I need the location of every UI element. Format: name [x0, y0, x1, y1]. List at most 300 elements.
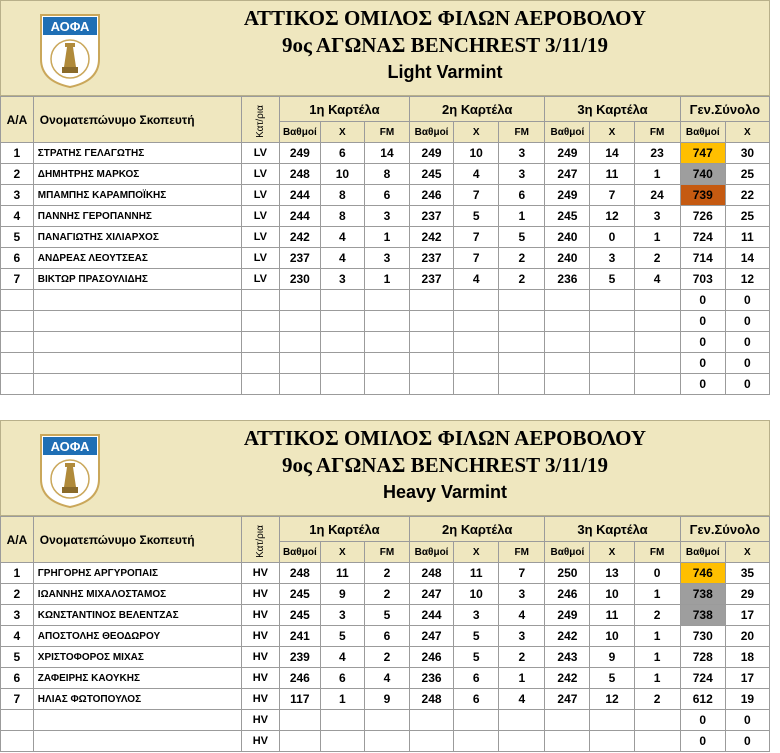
table-row: [1, 290, 770, 311]
cell-aa: 7: [1, 269, 34, 290]
cell-total-x: 0: [725, 353, 769, 374]
header-card-1: 1η Καρτέλα: [279, 517, 409, 542]
cell-card3-x: 7: [590, 185, 634, 206]
club-logo: [37, 13, 103, 89]
cell-name: ΒΙΚΤΩΡ ΠΡΑΣΟΥΛΙΔΗΣ: [33, 269, 241, 290]
cell-card2-points: 236: [410, 668, 454, 689]
cell-card3-points: [545, 332, 590, 353]
cell-card3-points: [545, 290, 590, 311]
event-title: 9ος ΑΓΩΝΑΣ BENCHREST 3/11/19: [281, 33, 609, 57]
cell-card1-points: 248: [279, 164, 320, 185]
table-row: [1, 185, 770, 206]
cell-card1-fm: 9: [364, 689, 409, 710]
cell-total-x: 22: [725, 185, 769, 206]
cell-card3-points: [545, 311, 590, 332]
cell-name: ΧΡΙΣΤΟΦΟΡΟΣ ΜΙΧΑΣ: [33, 647, 241, 668]
cell-aa: [1, 332, 34, 353]
cell-card3-fm: 1: [634, 584, 680, 605]
cell-card2-fm: 3: [499, 584, 545, 605]
cell-card1-points: [279, 290, 320, 311]
cell-card3-fm: 1: [634, 647, 680, 668]
cell-card2-x: 10: [454, 143, 499, 164]
cell-category: HV: [241, 605, 279, 626]
cell-total-points: 0: [680, 311, 725, 332]
header-card-1: 1η Καρτέλα: [279, 97, 409, 122]
cell-card1-fm: 1: [364, 269, 409, 290]
cell-card1-x: 10: [320, 164, 364, 185]
cell-total-points: 724: [680, 227, 725, 248]
logo: [37, 433, 103, 509]
titles: [121, 5, 769, 86]
results-section-2: [0, 420, 770, 752]
cell-category: HV: [241, 584, 279, 605]
cell-card2-points: 247: [410, 626, 454, 647]
cell-card2-x: [454, 332, 499, 353]
cell-card3-x: 0: [590, 227, 634, 248]
header-aa: Α/Α: [1, 517, 34, 563]
cell-card1-fm: [364, 710, 409, 731]
cell-card1-x: 8: [320, 206, 364, 227]
cell-aa: 2: [1, 584, 34, 605]
cell-total-points: 740: [680, 164, 725, 185]
cell-aa: [1, 290, 34, 311]
results-table: [0, 96, 770, 395]
cell-card2-x: 4: [454, 164, 499, 185]
cell-card2-fm: 3: [499, 164, 545, 185]
cell-card3-fm: 2: [634, 605, 680, 626]
subheader-fm: FM: [634, 122, 680, 143]
cell-card1-fm: 3: [364, 248, 409, 269]
cell-card3-fm: 23: [634, 143, 680, 164]
cell-card3-points: 240: [545, 227, 590, 248]
cell-name: ΗΛΙΑΣ ΦΩΤΟΠΟΥΛΟΣ: [33, 689, 241, 710]
cell-card2-x: 5: [454, 647, 499, 668]
cell-card3-points: 242: [545, 668, 590, 689]
cell-name: ΣΤΡΑΤΗΣ ΓΕΛΑΓΩΤΗΣ: [33, 143, 241, 164]
cell-total-x: 25: [725, 164, 769, 185]
cell-total-points: 612: [680, 689, 725, 710]
cell-total-x: 0: [725, 731, 769, 752]
cell-card3-fm: [634, 731, 680, 752]
cell-card2-fm: 2: [499, 248, 545, 269]
cell-total-points: 0: [680, 710, 725, 731]
table-row: [1, 626, 770, 647]
cell-card3-x: 12: [590, 689, 634, 710]
cell-card2-fm: [499, 332, 545, 353]
cell-category: LV: [241, 269, 279, 290]
cell-card1-points: 249: [279, 143, 320, 164]
cell-card2-fm: [499, 290, 545, 311]
cell-card1-points: 117: [279, 689, 320, 710]
cell-card3-x: 14: [590, 143, 634, 164]
club-logo: [37, 433, 103, 509]
cell-total-x: 19: [725, 689, 769, 710]
cell-card2-points: 246: [410, 185, 454, 206]
cell-card2-points: [410, 710, 454, 731]
subheader-fm: FM: [364, 542, 409, 563]
header-category: [241, 517, 279, 563]
cell-card2-points: 248: [410, 563, 454, 584]
cell-card2-points: [410, 731, 454, 752]
cell-card1-x: 9: [320, 584, 364, 605]
cell-card1-fm: [364, 353, 409, 374]
cell-card3-points: 249: [545, 185, 590, 206]
cell-card1-points: [279, 332, 320, 353]
cell-category: LV: [241, 164, 279, 185]
cell-card3-points: 240: [545, 248, 590, 269]
cell-name: [33, 374, 241, 395]
cell-card3-fm: 4: [634, 269, 680, 290]
cell-card1-x: 1: [320, 689, 364, 710]
cell-card1-fm: 6: [364, 626, 409, 647]
cell-total-x: 0: [725, 290, 769, 311]
cell-card1-x: [320, 353, 364, 374]
cell-category: [241, 332, 279, 353]
cell-aa: [1, 374, 34, 395]
cell-card1-points: 244: [279, 206, 320, 227]
cell-total-x: 0: [725, 710, 769, 731]
cell-card3-fm: [634, 353, 680, 374]
header-card-3: 3η Καρτέλα: [545, 517, 680, 542]
cell-card3-x: 11: [590, 164, 634, 185]
cell-total-points: 728: [680, 647, 725, 668]
category-title: Heavy Varmint: [382, 482, 508, 502]
cell-total-x: 35: [725, 563, 769, 584]
cell-card3-fm: [634, 710, 680, 731]
cell-card2-points: 237: [410, 269, 454, 290]
cell-card3-x: [590, 353, 634, 374]
cell-category: [241, 311, 279, 332]
subheader-fm: FM: [634, 542, 680, 563]
cell-total-x: 29: [725, 584, 769, 605]
cell-category: HV: [241, 689, 279, 710]
cell-card3-x: [590, 710, 634, 731]
cell-card1-points: 237: [279, 248, 320, 269]
cell-total-points: 738: [680, 584, 725, 605]
cell-card1-fm: [364, 290, 409, 311]
subheader-x: X: [590, 542, 634, 563]
cell-card2-x: 10: [454, 584, 499, 605]
cell-total-points: 738: [680, 605, 725, 626]
cell-card3-points: [545, 731, 590, 752]
cell-card1-x: [320, 710, 364, 731]
cell-card1-fm: 5: [364, 605, 409, 626]
cell-category: LV: [241, 248, 279, 269]
cell-name: ΑΝΔΡΕΑΣ ΛΕΟΥΤΣΕΑΣ: [33, 248, 241, 269]
cell-total-x: 0: [725, 332, 769, 353]
cell-name: ΜΠΑΜΠΗΣ ΚΑΡΑΜΠΟΪΚΗΣ: [33, 185, 241, 206]
cell-card2-points: [410, 332, 454, 353]
cell-card3-x: 9: [590, 647, 634, 668]
cell-card1-points: [279, 311, 320, 332]
cell-card3-x: [590, 332, 634, 353]
titles: [121, 425, 769, 506]
cell-card2-x: 6: [454, 668, 499, 689]
subheader-points: Βαθμοί: [279, 542, 320, 563]
header-card-2: 2η Καρτέλα: [410, 517, 545, 542]
cell-card3-points: [545, 353, 590, 374]
cell-category: LV: [241, 206, 279, 227]
cell-card3-x: 12: [590, 206, 634, 227]
cell-card1-x: [320, 374, 364, 395]
cell-card3-x: 10: [590, 584, 634, 605]
cell-card3-points: 247: [545, 164, 590, 185]
cell-card2-fm: [499, 311, 545, 332]
header-total: Γεν.Σύνολο: [680, 97, 769, 122]
cell-name: [33, 290, 241, 311]
table-row: [1, 563, 770, 584]
cell-aa: [1, 353, 34, 374]
cell-name: ΓΡΗΓΟΡΗΣ ΑΡΓΥΡΟΠΑΙΣ: [33, 563, 241, 584]
header-name: Ονοματεπώνυμο Σκοπευτή: [33, 517, 241, 563]
cell-name: [33, 710, 241, 731]
cell-name: ΙΩΑΝΝΗΣ ΜΙΧΑΛΟΣΤΑΜΟΣ: [33, 584, 241, 605]
cell-card2-points: 237: [410, 206, 454, 227]
cell-card2-points: 248: [410, 689, 454, 710]
cell-category: [241, 374, 279, 395]
cell-card1-x: [320, 332, 364, 353]
cell-card1-points: 242: [279, 227, 320, 248]
subheader-x: X: [454, 542, 499, 563]
cell-card1-points: 245: [279, 605, 320, 626]
cell-card3-fm: 1: [634, 164, 680, 185]
cell-card3-points: 249: [545, 605, 590, 626]
cell-card1-fm: 14: [364, 143, 409, 164]
cell-card2-fm: 4: [499, 689, 545, 710]
cell-card3-fm: [634, 374, 680, 395]
cell-category: [241, 353, 279, 374]
cell-category: LV: [241, 143, 279, 164]
subheader-fm: FM: [499, 122, 545, 143]
cell-card2-fm: 1: [499, 206, 545, 227]
cell-card2-x: [454, 353, 499, 374]
cell-aa: 2: [1, 164, 34, 185]
cell-card2-points: [410, 311, 454, 332]
cell-card1-x: 4: [320, 248, 364, 269]
cell-aa: [1, 311, 34, 332]
cell-total-points: 0: [680, 332, 725, 353]
cell-card1-x: [320, 290, 364, 311]
cell-card3-fm: 2: [634, 689, 680, 710]
cell-card3-points: [545, 710, 590, 731]
cell-total-points: 730: [680, 626, 725, 647]
cell-card2-x: 3: [454, 605, 499, 626]
cell-card2-fm: 7: [499, 563, 545, 584]
club-title: ΑΤΤΙΚΟΣ ΟΜΙΛΟΣ ΦΙΛΩΝ ΑΕΡΟΒΟΛΟΥ: [243, 426, 647, 450]
table-row: [1, 605, 770, 626]
cell-card1-fm: [364, 374, 409, 395]
subheader-fm: FM: [499, 542, 545, 563]
cell-card2-points: 245: [410, 164, 454, 185]
table-row: [1, 668, 770, 689]
header-total: Γεν.Σύνολο: [680, 517, 769, 542]
cell-name: [33, 332, 241, 353]
cell-total-x: 0: [725, 311, 769, 332]
cell-card1-points: 244: [279, 185, 320, 206]
cell-card3-x: 3: [590, 248, 634, 269]
subheader-points: Βαθμοί: [410, 122, 454, 143]
cell-card3-fm: [634, 332, 680, 353]
table-row: [1, 353, 770, 374]
cell-card2-x: 4: [454, 269, 499, 290]
cell-card1-fm: [364, 311, 409, 332]
cell-card3-x: 11: [590, 605, 634, 626]
cell-card2-fm: [499, 731, 545, 752]
cell-card1-x: 6: [320, 668, 364, 689]
cell-total-points: 714: [680, 248, 725, 269]
header-aa: Α/Α: [1, 97, 34, 143]
cell-card1-fm: 2: [364, 563, 409, 584]
cell-card2-x: 7: [454, 248, 499, 269]
cell-category: HV: [241, 668, 279, 689]
cell-card2-fm: 5: [499, 227, 545, 248]
cell-card3-points: 246: [545, 584, 590, 605]
cell-card1-x: [320, 311, 364, 332]
cell-card1-points: [279, 710, 320, 731]
cell-name: ΚΩΝΣΤΑΝΤΙΝΟΣ ΒΕΛΕΝΤΖΑΣ: [33, 605, 241, 626]
cell-card3-points: 243: [545, 647, 590, 668]
cell-total-x: 30: [725, 143, 769, 164]
cell-card2-x: [454, 731, 499, 752]
cell-card3-points: 245: [545, 206, 590, 227]
header-category-label: Κατ/ρια: [254, 105, 266, 138]
table-row: [1, 311, 770, 332]
cell-category: HV: [241, 626, 279, 647]
cell-card1-fm: 4: [364, 668, 409, 689]
cell-card2-points: [410, 374, 454, 395]
cell-card1-fm: 1: [364, 227, 409, 248]
cell-category: [241, 290, 279, 311]
cell-card3-x: [590, 731, 634, 752]
table-row: [1, 227, 770, 248]
subheader-points: Βαθμοί: [545, 122, 590, 143]
cell-total-x: 12: [725, 269, 769, 290]
cell-card3-x: 5: [590, 269, 634, 290]
table-row: [1, 206, 770, 227]
cell-card3-fm: 1: [634, 626, 680, 647]
header-card-2: 2η Καρτέλα: [410, 97, 545, 122]
cell-card1-points: 230: [279, 269, 320, 290]
cell-card2-points: 247: [410, 584, 454, 605]
cell-total-points: 746: [680, 563, 725, 584]
cell-card2-fm: [499, 374, 545, 395]
cell-name: ΠΑΝΝΗΣ ΓΕΡΟΠΑΝΝΗΣ: [33, 206, 241, 227]
section-header: [0, 0, 770, 96]
cell-card1-fm: 6: [364, 185, 409, 206]
cell-card2-x: [454, 374, 499, 395]
cell-card1-x: 4: [320, 647, 364, 668]
cell-total-points: 739: [680, 185, 725, 206]
cell-total-x: 14: [725, 248, 769, 269]
cell-card2-x: 11: [454, 563, 499, 584]
cell-card1-points: [279, 353, 320, 374]
cell-name: [33, 353, 241, 374]
cell-card1-x: 4: [320, 227, 364, 248]
cell-total-x: 18: [725, 647, 769, 668]
cell-card3-fm: [634, 311, 680, 332]
cell-card2-fm: 3: [499, 143, 545, 164]
cell-card3-points: 250: [545, 563, 590, 584]
cell-card2-fm: 4: [499, 605, 545, 626]
subheader-points: Βαθμοί: [545, 542, 590, 563]
cell-card2-fm: 6: [499, 185, 545, 206]
subheader-points: Βαθμοί: [680, 122, 725, 143]
cell-card2-points: [410, 290, 454, 311]
section-header: [0, 420, 770, 516]
cell-total-points: 724: [680, 668, 725, 689]
cell-name: ΠΑΝΑΓΙΩΤΗΣ ΧΙΛΙΑΡΧΟΣ: [33, 227, 241, 248]
subheader-x: X: [725, 542, 769, 563]
cell-total-points: 0: [680, 374, 725, 395]
cell-card2-x: 7: [454, 227, 499, 248]
cell-total-points: 0: [680, 731, 725, 752]
cell-aa: 6: [1, 248, 34, 269]
cell-card3-x: [590, 374, 634, 395]
cell-aa: 7: [1, 689, 34, 710]
cell-aa: 5: [1, 647, 34, 668]
subheader-x: X: [454, 122, 499, 143]
cell-card3-fm: 3: [634, 206, 680, 227]
header-category-label: Κατ/ρια: [254, 525, 266, 558]
cell-card3-points: 247: [545, 689, 590, 710]
table-row: [1, 689, 770, 710]
cell-card2-x: [454, 311, 499, 332]
cell-aa: 5: [1, 227, 34, 248]
cell-card1-points: [279, 731, 320, 752]
cell-card2-x: [454, 290, 499, 311]
cell-card1-points: 246: [279, 668, 320, 689]
table-row: [1, 248, 770, 269]
cell-total-x: 25: [725, 206, 769, 227]
cell-aa: 1: [1, 563, 34, 584]
cell-category: LV: [241, 185, 279, 206]
cell-card2-x: [454, 710, 499, 731]
cell-aa: [1, 710, 34, 731]
table-row: [1, 332, 770, 353]
cell-category: HV: [241, 731, 279, 752]
cell-card1-x: [320, 731, 364, 752]
cell-total-x: 11: [725, 227, 769, 248]
cell-total-points: 747: [680, 143, 725, 164]
results-table: [0, 516, 770, 752]
table-row: [1, 584, 770, 605]
cell-card3-fm: 0: [634, 563, 680, 584]
subheader-points: Βαθμοί: [680, 542, 725, 563]
table-row: [1, 143, 770, 164]
cell-card3-x: 10: [590, 626, 634, 647]
logo: [37, 13, 103, 89]
cell-aa: [1, 731, 34, 752]
cell-card3-x: 5: [590, 668, 634, 689]
cell-card3-x: 13: [590, 563, 634, 584]
cell-card1-x: 3: [320, 269, 364, 290]
cell-card1-points: 248: [279, 563, 320, 584]
cell-total-points: 703: [680, 269, 725, 290]
cell-card1-fm: 8: [364, 164, 409, 185]
event-title: 9ος ΑΓΩΝΑΣ BENCHREST 3/11/19: [281, 453, 609, 477]
cell-card3-points: 249: [545, 143, 590, 164]
cell-aa: 3: [1, 185, 34, 206]
cell-card2-fm: [499, 710, 545, 731]
table-row: [1, 269, 770, 290]
subheader-x: X: [590, 122, 634, 143]
cell-aa: 6: [1, 668, 34, 689]
cell-name: ΑΠΟΣΤΟΛΗΣ ΘΕΟΔΩΡΟΥ: [33, 626, 241, 647]
cell-total-points: 0: [680, 353, 725, 374]
cell-card1-x: 11: [320, 563, 364, 584]
cell-card3-fm: 2: [634, 248, 680, 269]
cell-total-points: 0: [680, 290, 725, 311]
